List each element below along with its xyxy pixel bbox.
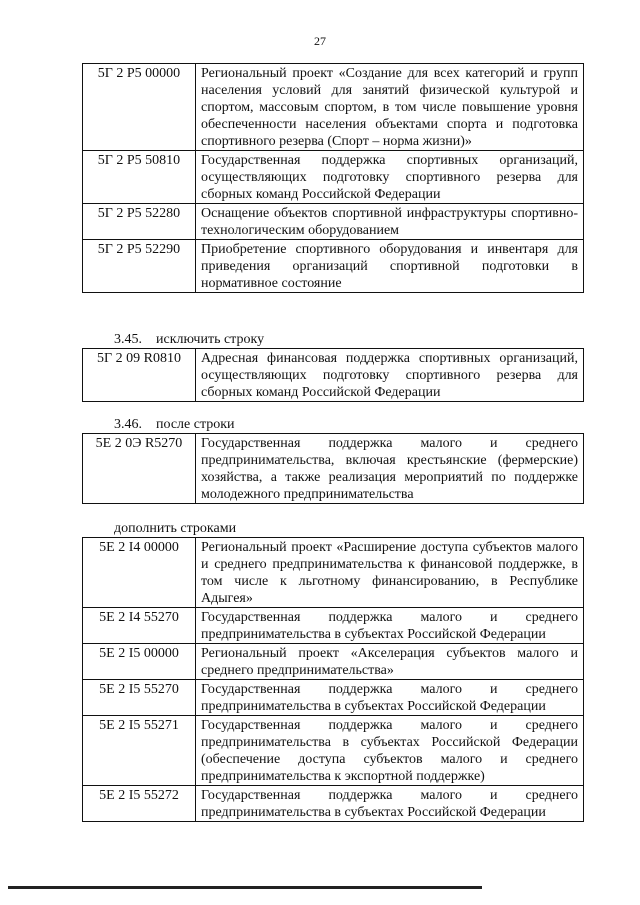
page-bottom-rule bbox=[8, 886, 482, 889]
budget-code: 5Е 2 I4 00000 bbox=[83, 538, 196, 608]
code-description: Государственная поддержка малого и среднего предпринимательства, включая крестьянские (фермерские) хозяйства, а также реализация мероприятий по поддержке молодежного предпринимательства bbox=[196, 434, 584, 504]
code-description: Региональный проект «Расширение доступа субъектов малого и среднего предпринимательства к финансовой поддержке, в том числе к льготному финансированию, в Республике Адыгея» bbox=[196, 538, 584, 608]
table-row bbox=[83, 538, 584, 608]
section-instruction: исключить строку bbox=[156, 332, 265, 347]
budget-code: 5Г 2 Р5 00000 bbox=[83, 64, 196, 151]
budget-code: 5Е 2 I5 55271 bbox=[83, 716, 196, 786]
code-description: Оснащение объектов спортивной инфраструктуры спортивно-технологическим оборудованием bbox=[196, 204, 584, 240]
code-description: Государственная поддержка малого и среднего предпринимательства в субъектах Российской Федерации (обеспечение доступа субъектов малого и среднего предпринимательства к экспортной поддержке) bbox=[196, 716, 584, 786]
section-instruction: после строки bbox=[156, 417, 235, 432]
budget-code-table-4 bbox=[82, 537, 584, 822]
budget-code: 5Е 2 I5 55272 bbox=[83, 786, 196, 822]
code-description: Региональный проект «Акселерация субъектов малого и среднего предпринимательства» bbox=[196, 644, 584, 680]
table-row bbox=[83, 608, 584, 644]
section-number: 3.46. bbox=[114, 417, 142, 432]
budget-code: 5Г 2 09 R0810 bbox=[83, 349, 196, 402]
table-row bbox=[83, 434, 584, 504]
code-description: Государственная поддержка малого и среднего предпринимательства в субъектах Российской Федерации bbox=[196, 680, 584, 716]
code-description: Государственная поддержка спортивных организаций, осуществляющих подготовку спортивного резерва для сборных команд Российской Федерации bbox=[196, 151, 584, 204]
budget-code: 5Е 2 I5 00000 bbox=[83, 644, 196, 680]
code-description: Государственная поддержка малого и среднего предпринимательства в субъектах Российской Федерации bbox=[196, 608, 584, 644]
code-description: Региональный проект «Создание для всех категорий и групп населения условий для занятий физической культурой и спортом, массовым спортом, в том числе повышение уровня обеспеченности населения объектами спорта и подготовка спортивного резерва (Спорт – норма жизни)» bbox=[196, 64, 584, 151]
code-description: Адресная финансовая поддержка спортивных организаций, осуществляющих подготовку спортивного резерва для сборных команд Российской Федерации bbox=[196, 349, 584, 402]
budget-code: 5Г 2 Р5 52280 bbox=[83, 204, 196, 240]
budget-code-table-1 bbox=[82, 63, 584, 293]
table-row bbox=[83, 786, 584, 822]
budget-code: 5Е 2 0Э R5270 bbox=[83, 434, 196, 504]
page-number: 27 bbox=[314, 34, 326, 48]
table-row bbox=[83, 240, 584, 293]
budget-code: 5Е 2 I4 55270 bbox=[83, 608, 196, 644]
supplement-heading: дополнить строками bbox=[114, 521, 237, 536]
table-row bbox=[83, 680, 584, 716]
table-row bbox=[83, 204, 584, 240]
budget-code-table-3 bbox=[82, 433, 584, 504]
table-row bbox=[83, 716, 584, 786]
table-row bbox=[83, 644, 584, 680]
table-row bbox=[83, 151, 584, 204]
budget-code: 5Е 2 I5 55270 bbox=[83, 680, 196, 716]
section-heading-3-45 bbox=[114, 331, 264, 348]
table-row bbox=[83, 64, 584, 151]
budget-code: 5Г 2 Р5 50810 bbox=[83, 151, 196, 204]
section-number: 3.45. bbox=[114, 332, 142, 347]
code-description: Государственная поддержка малого и среднего предпринимательства в субъектах Российской Федерации bbox=[196, 786, 584, 822]
budget-code: 5Г 2 Р5 52290 bbox=[83, 240, 196, 293]
budget-code-table-2 bbox=[82, 348, 584, 402]
section-heading-3-46 bbox=[114, 416, 235, 433]
table-row bbox=[83, 349, 584, 402]
code-description: Приобретение спортивного оборудования и инвентаря для приведения организаций спортивной подготовки в нормативное состояние bbox=[196, 240, 584, 293]
